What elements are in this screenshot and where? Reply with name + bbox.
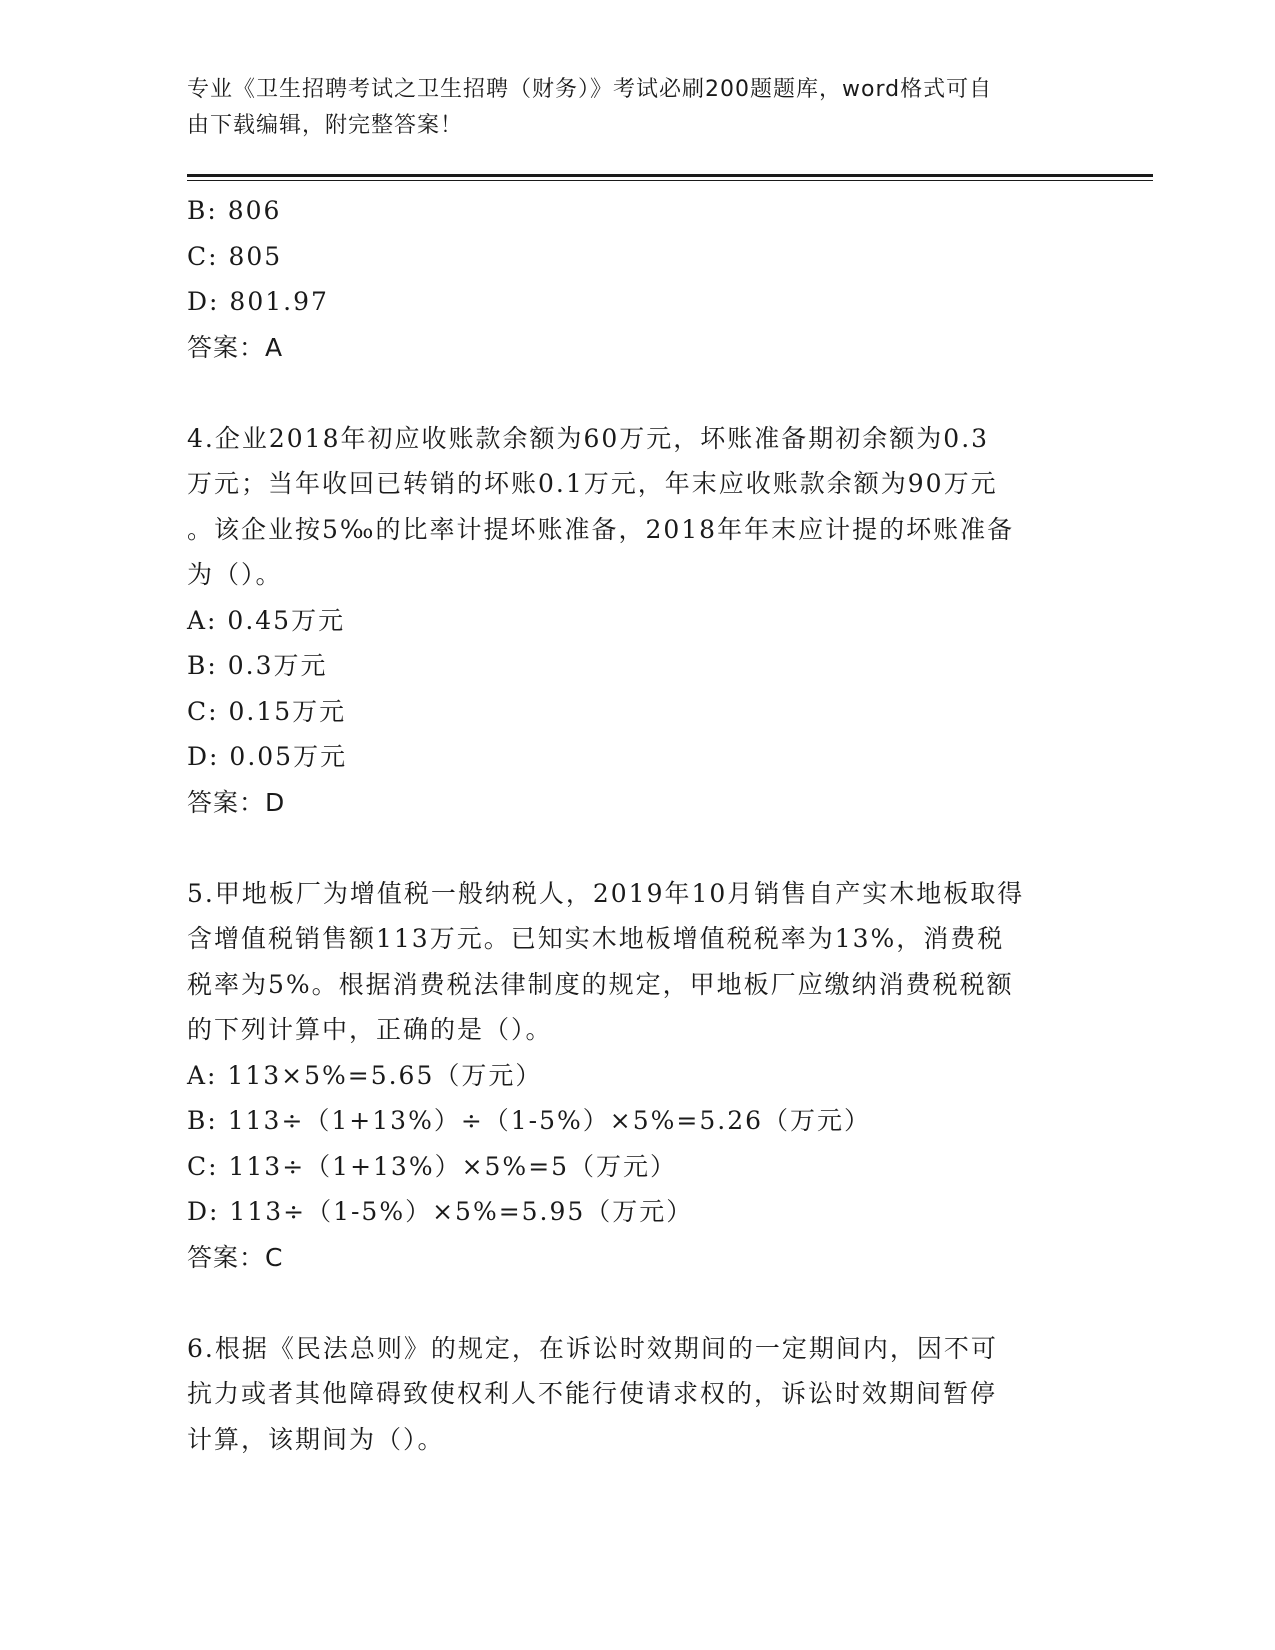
question-text-line: 税率为5%。根据消费税法律制度的规定，甲地板厂应缴纳消费税税额 <box>187 969 1014 999</box>
option-d: D: 0.05万元 <box>187 742 348 771</box>
option-c: C: 113÷（1+13%）×5%=5（万元） <box>187 1151 678 1181</box>
question-text-line: 5.甲地板厂为增值税一般纳税人，2019年10月销售自产实木地板取得 <box>187 878 1025 908</box>
question-text-line: 含增值税销售额113万元。已知实木地板增值税税率为13%，消费税 <box>187 924 1005 953</box>
spacer <box>187 370 1087 416</box>
option-d: D: 801.97 <box>187 287 329 316</box>
question-text-line: 为（）。 <box>187 560 283 589</box>
question-text-line: 万元；当年收回已转销的坏账0.1万元，年末应收账款余额为90万元 <box>187 469 998 498</box>
spacer <box>187 1280 1087 1326</box>
answer-line: 答案：D <box>187 787 286 817</box>
spacer <box>187 825 1087 871</box>
question-text-line: 6.根据《民法总则》的规定，在诉讼时效期间的一定期间内，因不可 <box>187 1333 998 1363</box>
answer-line: 答案：A <box>187 332 284 362</box>
header-divider-thick <box>187 174 1153 177</box>
option-b: B: 0.3万元 <box>187 651 328 680</box>
prev-question <box>187 188 1087 370</box>
document-header <box>187 72 1087 144</box>
answer-line: 答案：C <box>187 1242 284 1272</box>
question-text-line: 4.企业2018年初应收账款余额为60万元，坏账准备期初余额为0.3 <box>187 423 990 453</box>
question-5 <box>187 871 1087 1281</box>
option-d: D: 113÷（1-5%）×5%=5.95（万元） <box>187 1197 694 1226</box>
option-c: C: 0.15万元 <box>187 696 347 726</box>
question-text-line: 的下列计算中，正确的是（）。 <box>187 1015 553 1044</box>
option-b: B: 806 <box>187 196 282 225</box>
header-line-2: 由下载编辑，附完整答案！ <box>187 113 464 138</box>
option-a: A: 113×5%=5.65（万元） <box>187 1060 543 1090</box>
question-text-line: 抗力或者其他障碍致使权利人不能行使请求权的，诉讼时效期间暂停 <box>187 1379 998 1408</box>
question-4 <box>187 416 1087 826</box>
option-c: C: 805 <box>187 241 283 271</box>
header-line-1: 专业《卫生招聘考试之卫生招聘（财务）》考试必刷200题题库，word格式可自 <box>187 77 993 102</box>
question-text-line: 计算，该期间为（）。 <box>187 1424 445 1454</box>
document-body <box>187 188 1087 1462</box>
option-b: B: 113÷（1+13%）÷（1-5%）×5%=5.26（万元） <box>187 1106 872 1135</box>
header-divider-thin <box>187 180 1153 181</box>
question-text-line: 。该企业按5‰的比率计提坏账准备，2018年年末应计提的坏账准备 <box>187 514 1015 544</box>
option-a: A: 0.45万元 <box>187 605 346 635</box>
question-6 <box>187 1326 1087 1463</box>
